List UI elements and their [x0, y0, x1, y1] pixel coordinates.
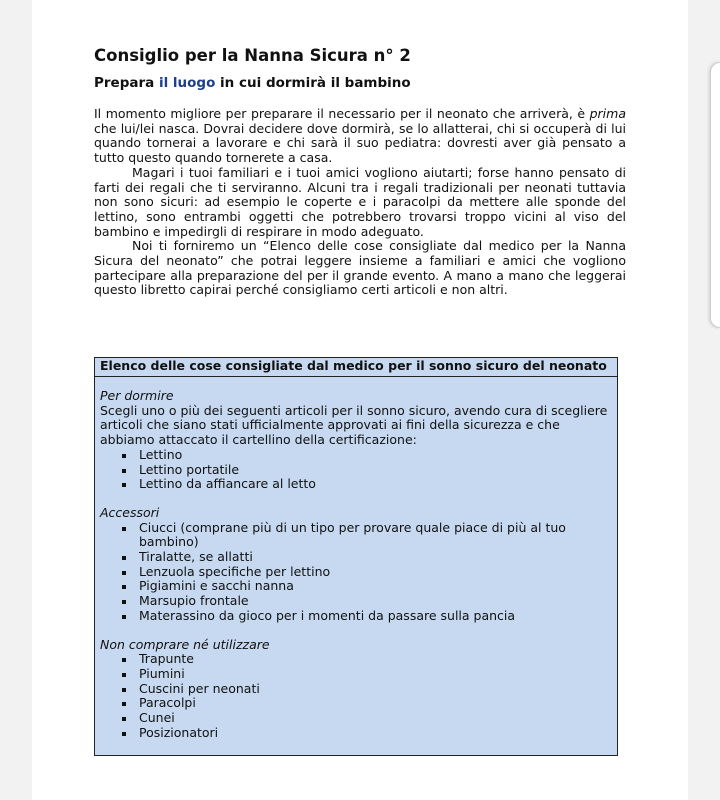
list-item: Ciucci (comprane più di un tipo per provare quale piace di più al tuo bambino)	[100, 521, 612, 550]
section-heading-accessories: Accessori	[100, 504, 160, 520]
list-item: Piumini	[100, 667, 612, 682]
section-gap	[100, 492, 612, 506]
paragraph-2: Magari i tuoi familiari e i tuoi amici vogliono aiutarti; forse hanno pensato di farti dei regali che ti serviranno. Alcuni tra i regali tradizionali per neonati tuttavia non sono sicuri: ad esempio le coperte e i paracolpi da mettere alle sponde del lettino, sono entrambi oggetti che potrebbero trovarsi troppo vicini al viso del bambino e impedirgli di respirare in modo adeguato.	[94, 164, 626, 239]
list-sleep	[100, 448, 612, 492]
scroll-handle[interactable]	[710, 62, 720, 328]
checklist-content	[95, 377, 617, 740]
section-intro-sleep: Scegli uno o più dei seguenti articoli per il sonno sicuro, avendo cura di scegliere articoli che siano stati ufficialmente approvati ai fini della sicurezza e che abbiamo attaccato il cartellino della certificazione:	[100, 402, 608, 448]
section-heading-avoid: Non comprare né utilizzare	[100, 636, 270, 652]
list-item: Cuscini per neonati	[100, 682, 612, 697]
document-page	[32, 0, 688, 800]
list-item: Lettino portatile	[100, 463, 612, 478]
list-item: Cunei	[100, 711, 612, 726]
list-item: Lenzuola specifiche per lettino	[100, 565, 612, 580]
list-item: Paracolpi	[100, 696, 612, 711]
list-item: Materassino da gioco per i momenti da passare sulla pancia	[100, 609, 612, 624]
intro-text	[94, 107, 626, 298]
page-title: Consiglio per la Nanna Sicura n° 2	[94, 46, 411, 65]
paragraph-3: Noi ti forniremo un “Elenco delle cose consigliate dal medico per la Nanna Sicura del neonato” che potrai leggere insieme a familiari e amici che vogliono partecipare alla preparazione del per il grande evento. A mano a mano che leggerai questo libretto capirai perché consigliamo certi articoli e non altri.	[94, 238, 626, 298]
paragraph-1	[94, 107, 626, 166]
list-item: Marsupio frontale	[100, 594, 612, 609]
checklist-box	[94, 357, 618, 756]
list-item: Tiralatte, se allatti	[100, 550, 612, 565]
subtitle-highlight: il luogo	[158, 75, 216, 91]
list-item: Trapunte	[100, 652, 612, 667]
section-heading-sleep: Per dormire	[100, 388, 174, 403]
checklist-title: Elenco delle cose consigliate dal medico per il sonno sicuro del neonato	[95, 358, 617, 377]
paragraph-1-emphasis: prima	[589, 106, 626, 121]
paragraph-1-end: che lui/lei nasca. Dovrai decidere dove dormirà, se lo allatterai, chi si occuperà di lui quando tornerai a lavorare e chi sarà il suo pediatra: dovresti aver già pensato a tutto questo quando tornerete a casa.	[94, 120, 626, 166]
section-gap	[100, 624, 612, 638]
list-item: Posizionatori	[100, 726, 612, 741]
list-accessories	[100, 521, 612, 624]
list-item: Lettino da affiancare al letto	[100, 477, 612, 492]
subtitle-start: Prepara	[94, 75, 159, 91]
list-avoid	[100, 652, 612, 740]
paragraph-1-start: Il momento migliore per preparare il necessario per il neonato che arriverà, è	[94, 106, 590, 121]
page-subtitle	[94, 75, 411, 91]
list-item: Pigiamini e sacchi nanna	[100, 579, 612, 594]
list-item: Lettino	[100, 448, 612, 463]
subtitle-end: in cui dormirà il bambino	[215, 75, 411, 91]
